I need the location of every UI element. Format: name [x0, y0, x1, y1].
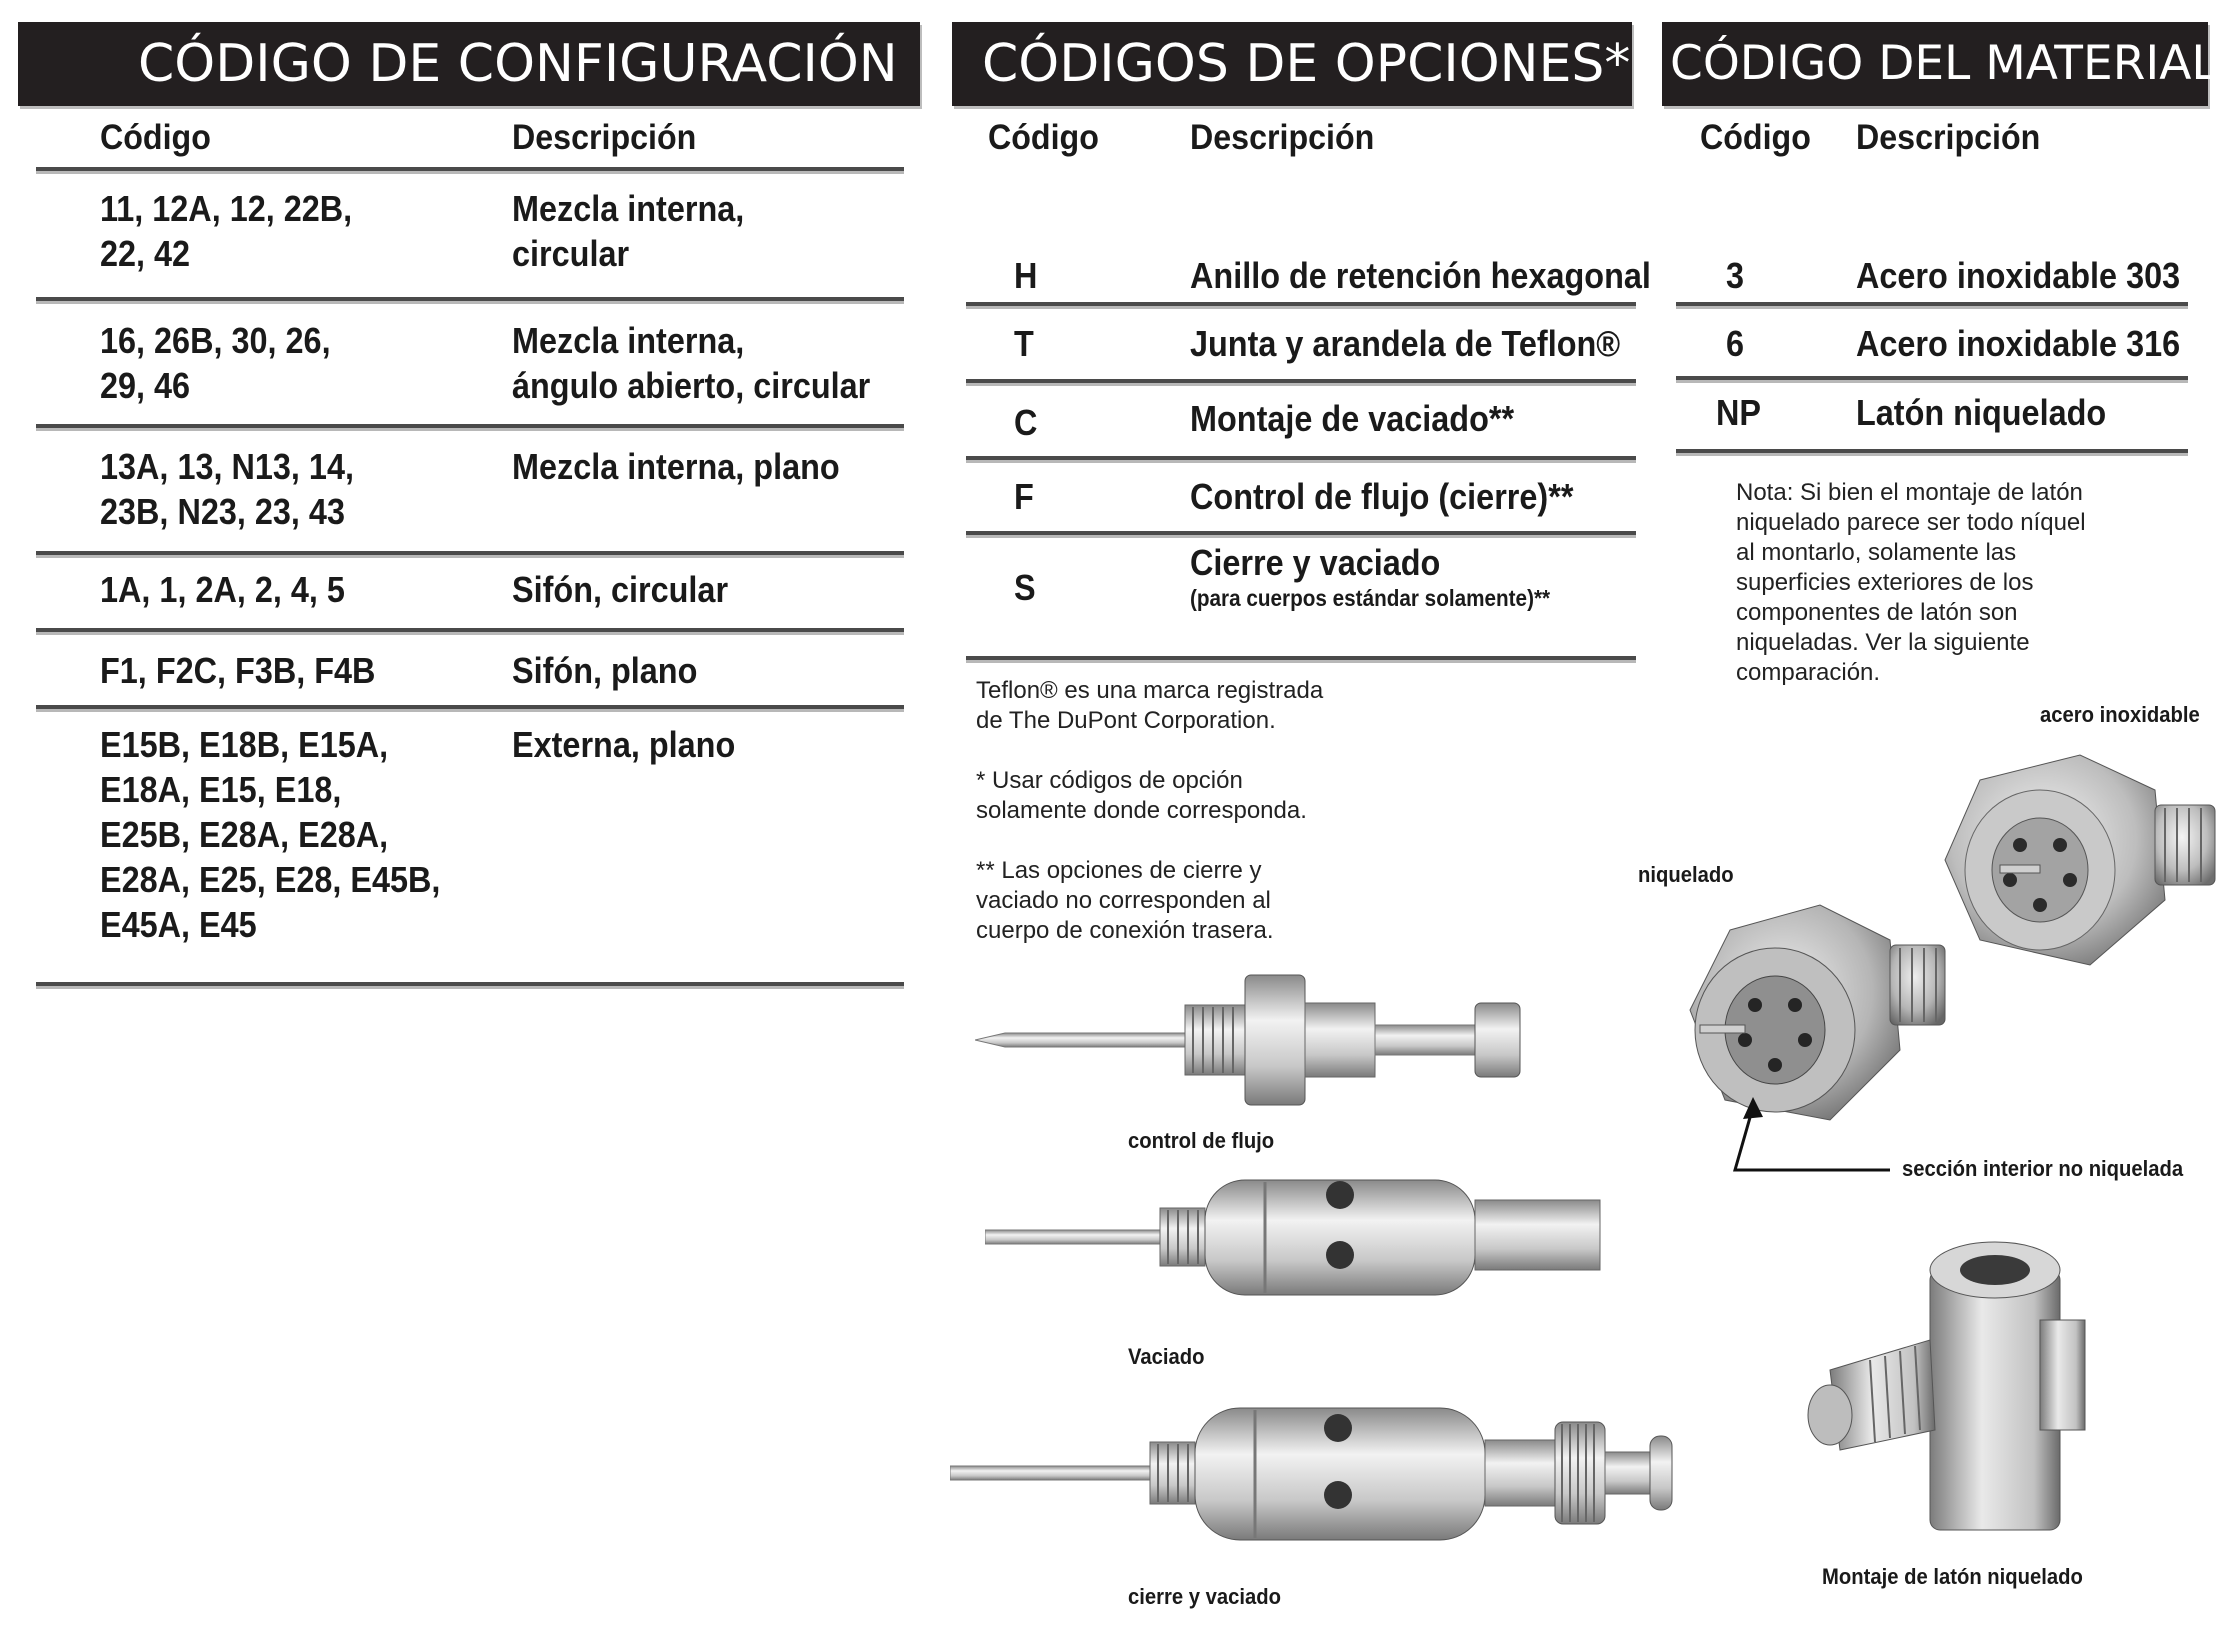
config-desc-line: Sifón, plano: [512, 650, 698, 691]
material-row-rule: [1676, 376, 2188, 380]
option-desc: Montaje de vaciado**: [1190, 398, 1515, 439]
options-row-rule: [966, 456, 1636, 460]
material-desc-header: Descripción: [1856, 118, 2041, 157]
config-code-line: 22, 42: [100, 233, 191, 274]
config-code-line: F1, F2C, F3B, F4B: [100, 650, 376, 691]
note-line: [976, 736, 1323, 766]
options-banner: CÓDIGOS DE OPCIONES*: [952, 22, 1632, 106]
option-code: S: [1014, 567, 1036, 608]
material-banner: CÓDIGO DEL MATERIAL: [1662, 22, 2208, 106]
note-line: [976, 826, 1323, 856]
config-banner: CÓDIGO DE CONFIGURACIÓN: [18, 22, 920, 106]
option-code: F: [1014, 476, 1034, 517]
config-code-line: E28A, E25, E28, E45B,: [100, 859, 441, 900]
material-desc: Acero inoxidable 303: [1856, 255, 2181, 296]
option-desc-sub: (para cuerpos estándar solamente)**: [1190, 585, 1551, 611]
config-code-line: 29, 46: [100, 365, 191, 406]
options-notes: [976, 676, 1323, 946]
note-line: componentes de latón son: [1736, 599, 2018, 626]
note-line: vaciado no corresponden al: [976, 887, 1271, 914]
option-desc: Cierre y vaciado: [1190, 542, 1441, 583]
note-line: Teflon® es una marca registrada: [976, 677, 1324, 704]
config-desc-line: ángulo abierto, circular: [512, 365, 871, 406]
material-code: 3: [1726, 255, 1745, 296]
note-line: superficies exteriores de los: [1736, 569, 2034, 596]
config-row-rule: [36, 551, 904, 555]
option-desc-block: [1190, 540, 1550, 611]
option-desc: Anillo de retención hexagonal: [1190, 255, 1651, 296]
flow-control-caption: control de flujo: [1128, 1128, 1275, 1153]
inner-section-caption: sección interior no niquelada: [1902, 1156, 2184, 1181]
shutoff-drain-caption: cierre y vaciado: [1128, 1584, 1282, 1609]
note-line: cuerpo de conexión trasera.: [976, 917, 1274, 944]
pointer-arrow-icon: [1725, 1095, 1895, 1175]
options-desc-header: Descripción: [1190, 118, 1375, 157]
brass-assembly-caption: Montaje de latón niquelado: [1822, 1564, 2083, 1589]
config-code-line: E45A, E45: [100, 904, 257, 945]
stainless-nozzle-image: [1940, 750, 2226, 990]
note-line: al montarlo, solamente las: [1736, 539, 2017, 566]
brass-assembly-image: [1800, 1230, 2090, 1540]
options-row-rule: [966, 379, 1636, 383]
material-note: [1736, 478, 2086, 688]
config-row-rule: [36, 297, 904, 301]
config-desc-line: Sifón, circular: [512, 569, 729, 610]
config-row-rule: [36, 705, 904, 709]
config-code-line: 23B, N23, 23, 43: [100, 491, 345, 532]
config-code-line: E18A, E15, E18,: [100, 769, 342, 810]
config-desc-line: Mezcla interna,: [512, 188, 745, 229]
note-line: ** Las opciones de cierre y: [976, 857, 1262, 884]
config-desc-line: Mezcla interna, plano: [512, 446, 840, 487]
config-code-line: 13A, 13, N13, 14,: [100, 446, 354, 487]
note-line: niqueladas. Ver la siguiente: [1736, 629, 2030, 656]
option-code: T: [1014, 323, 1034, 364]
config-bottom-rule: [36, 982, 904, 986]
options-row-rule: [966, 302, 1636, 306]
material-code: NP: [1716, 392, 1762, 433]
material-code: 6: [1726, 323, 1745, 364]
options-row-rule: [966, 531, 1636, 535]
note-line: comparación.: [1736, 659, 1881, 686]
option-desc: Junta y arandela de Teflon®: [1190, 323, 1621, 364]
flow-control-image: [975, 955, 1555, 1125]
option-code: H: [1014, 255, 1038, 296]
option-desc: Control de flujo (cierre)**: [1190, 476, 1574, 517]
config-desc-line: circular: [512, 233, 630, 274]
note-line: * Usar códigos de opción: [976, 767, 1243, 794]
config-code-line: 1A, 1, 2A, 2, 4, 5: [100, 569, 345, 610]
nickel-caption: niquelado: [1638, 862, 1734, 887]
note-line: Nota: Si bien el montaje de latón: [1736, 479, 2083, 506]
material-bottom-rule: [1676, 449, 2188, 453]
material-code-header: Código: [1700, 118, 1811, 157]
config-desc-line: Externa, plano: [512, 724, 736, 765]
config-desc-line: Mezcla interna,: [512, 320, 745, 361]
option-code: C: [1014, 402, 1038, 443]
config-header-rule: [36, 167, 904, 171]
options-bottom-rule: [966, 656, 1636, 660]
shutoff-drain-image: [950, 1400, 1680, 1550]
config-desc-header: Descripción: [512, 118, 697, 157]
drain-image: [985, 1170, 1615, 1305]
drain-caption: Vaciado: [1128, 1344, 1205, 1369]
options-code-header: Código: [988, 118, 1099, 157]
note-line: de The DuPont Corporation.: [976, 707, 1276, 734]
stainless-caption: acero inoxidable: [2040, 702, 2200, 727]
config-code-line: E25B, E28A, E28A,: [100, 814, 389, 855]
note-line: niquelado parece ser todo níquel: [1736, 509, 2086, 536]
config-row-rule: [36, 628, 904, 632]
config-code-line: E15B, E18B, E15A,: [100, 724, 389, 765]
config-code-line: 11, 12A, 12, 22B,: [100, 188, 353, 229]
config-row-rule: [36, 424, 904, 428]
material-row-rule: [1676, 302, 2188, 306]
config-code-header: Código: [100, 118, 211, 157]
material-desc: Acero inoxidable 316: [1856, 323, 2181, 364]
material-desc: Latón niquelado: [1856, 392, 2107, 433]
note-line: solamente donde corresponda.: [976, 797, 1307, 824]
config-code-line: 16, 26B, 30, 26,: [100, 320, 331, 361]
